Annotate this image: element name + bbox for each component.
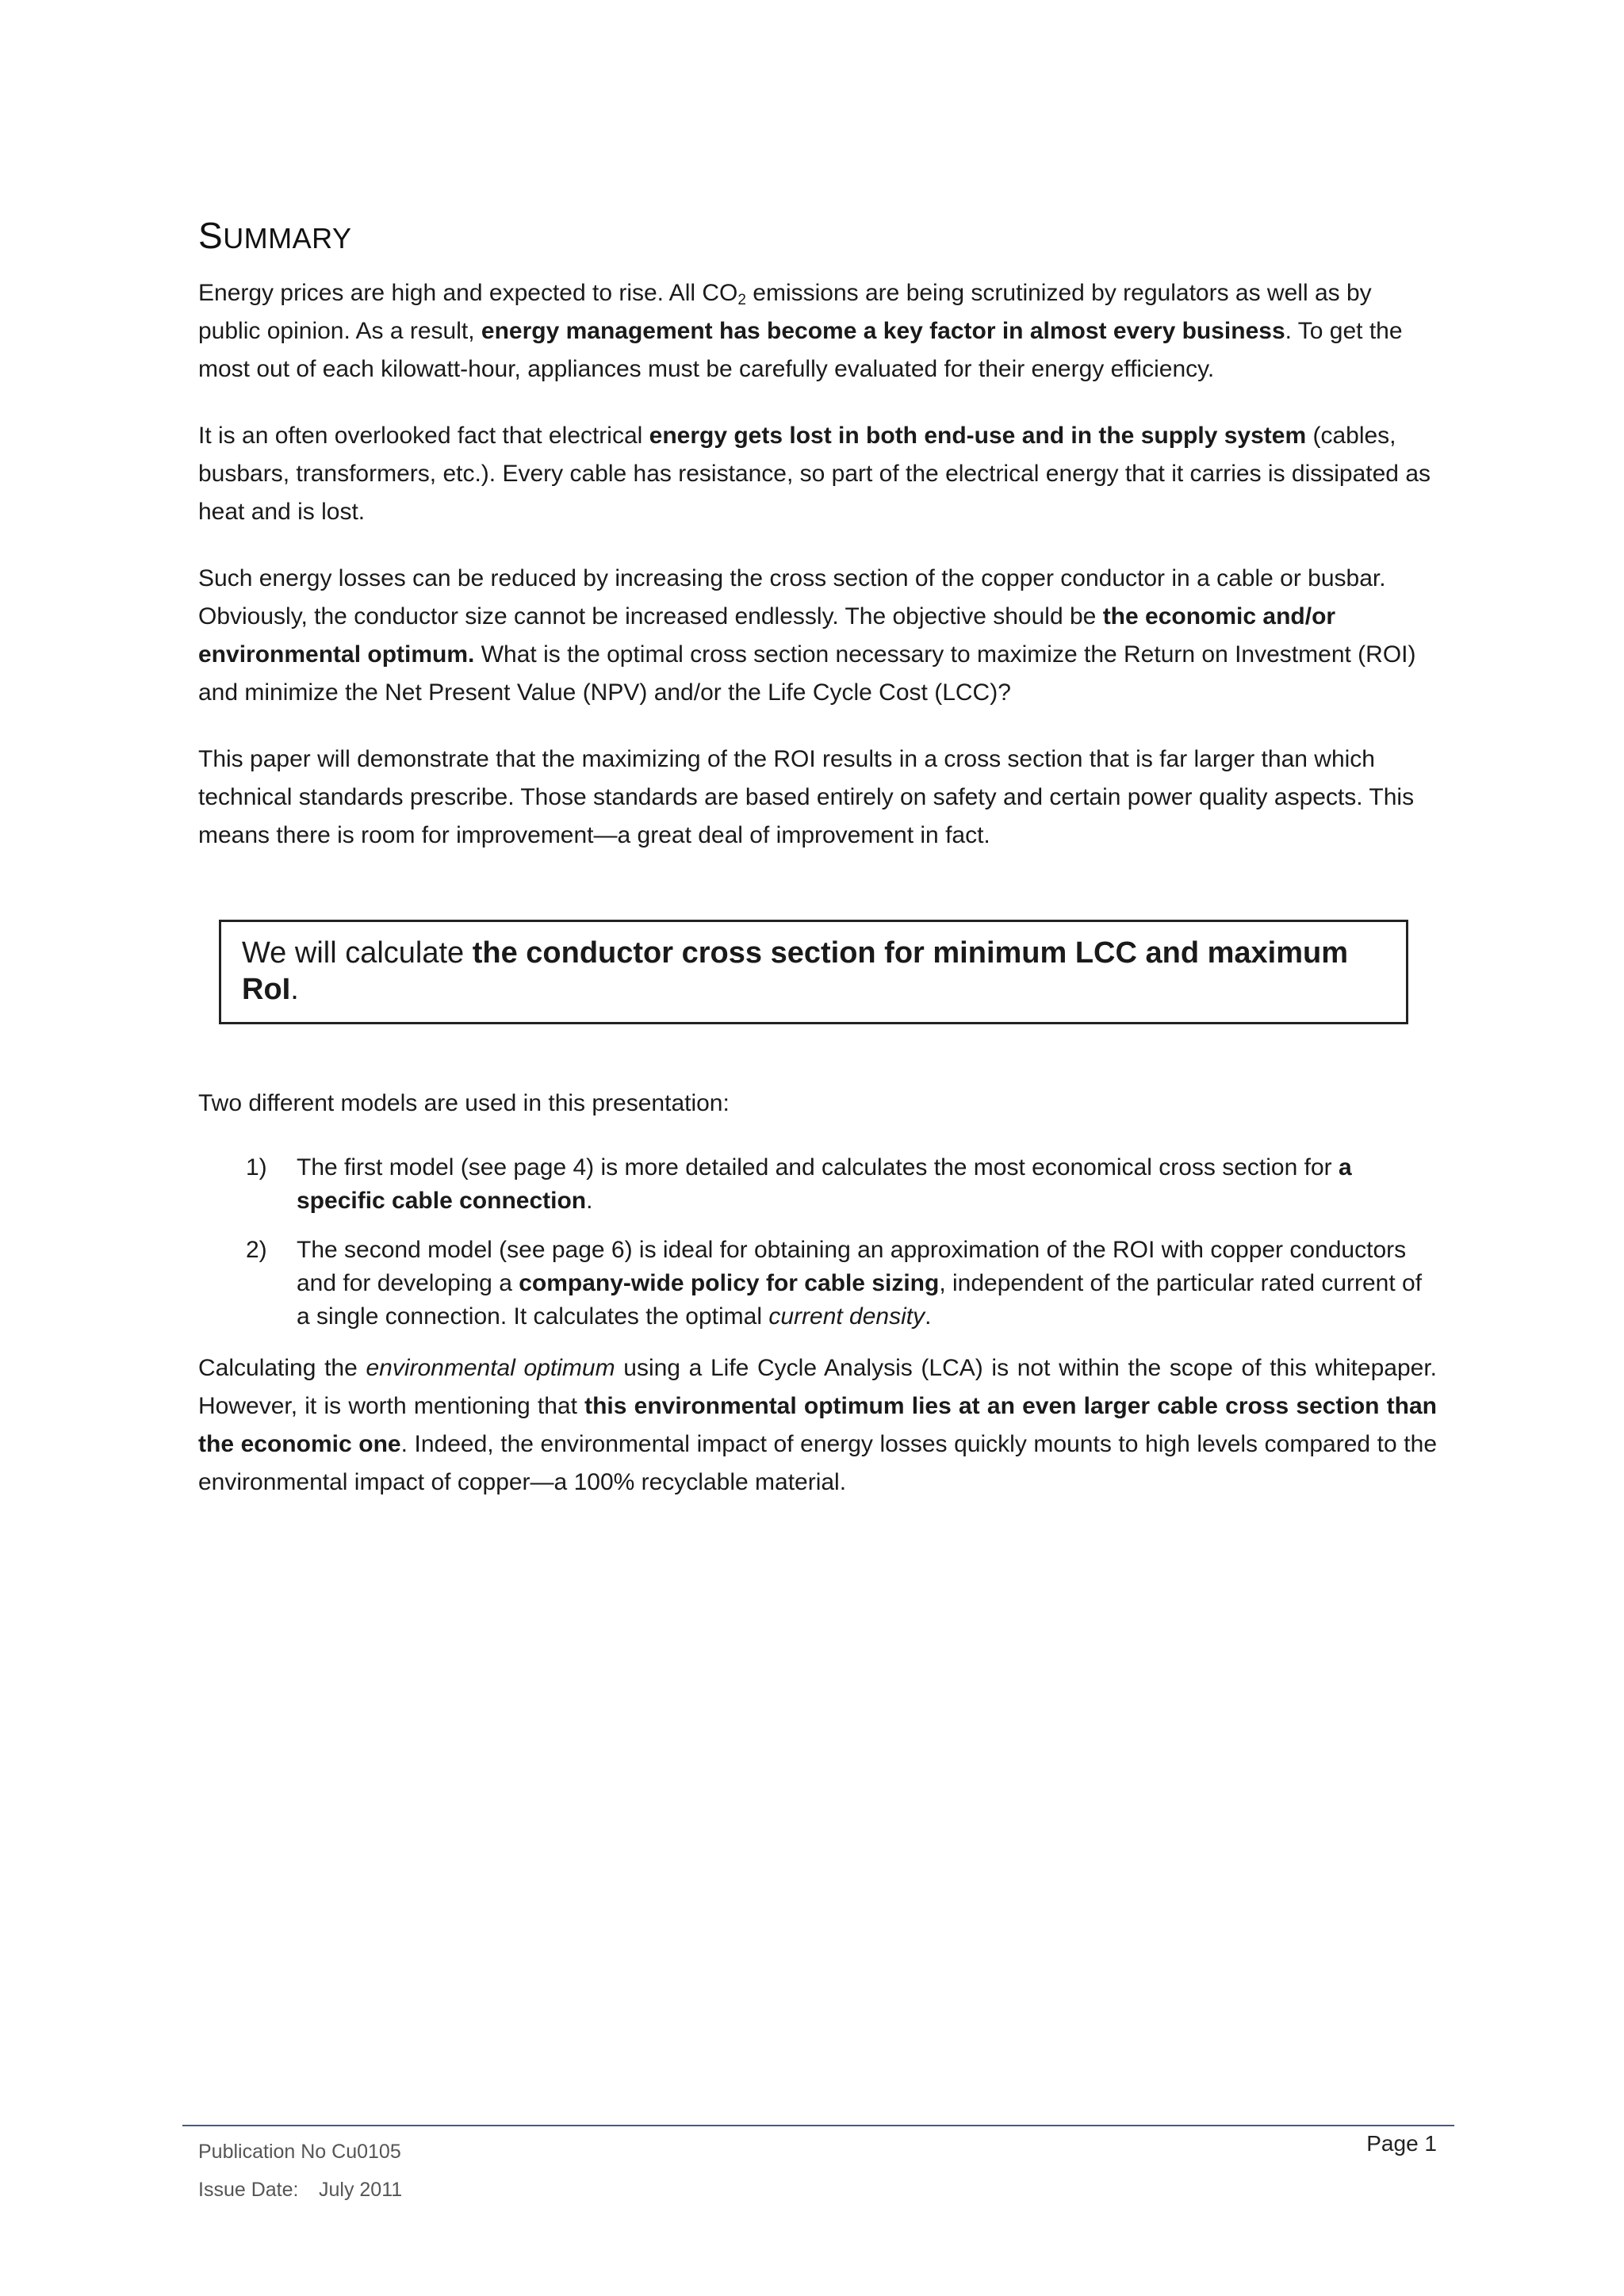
issue-date-row: Issue Date: July 2011: [198, 2179, 403, 2201]
page-number: Page 1: [1366, 2131, 1437, 2156]
callout-box: We will calculate the conductor cross section for minimum LCC and maximum RoI.: [219, 920, 1408, 1024]
publication-number: Publication No Cu0105: [198, 2141, 401, 2163]
heading-rest: UMMARY: [223, 222, 352, 254]
co2-subscript: 2: [737, 292, 746, 308]
list-item-model-2: 2) The second model (see page 6) is ideal for obtaining an approximation of the ROI with copper conductors and for developing a company-wide policy for cable sizing, independent of the particular rated current of a single connection. It calculates the optimal current density.: [246, 1237, 1423, 1330]
paragraph-1: Energy prices are high and expected to rise. All $CO_2$ emissions are being scrutinized by regulators as well as by public opinion. As a result, energy management has become a key factor in almost every business. To get the most out of each kilowatt-hour, appliances must be carefully evaluated for their energy efficiency.: [198, 280, 1403, 382]
models-intro: Two different models are used in this presentation:: [198, 1090, 730, 1116]
list-item-model-1: 1) The first model (see page 4) is more detailed and calculates the most economical cross section for a specific cable connection.: [246, 1154, 1352, 1214]
heading-initial: S: [198, 215, 224, 256]
paragraph-2: It is an often overlooked fact that electrical energy gets lost in both end-use and in the supply system (cables, busbars, transformers, etc.). Every cable has resistance, so part of the electrical energy that it carries is dissipated as heat and is lost.: [198, 423, 1431, 525]
document-body: [198, 214, 1437, 1530]
models-list: [198, 1151, 1437, 1334]
paragraph-4: This paper will demonstrate that the maximizing of the ROI results in a cross section that is far larger than which technical standards prescribe. Those standards are based entirely on safety and certain power quality aspects. This means there is room for improvement—a great deal of improvement in fact.: [198, 746, 1415, 848]
paragraph-3: Such energy losses can be reduced by increasing the cross section of the copper conductor in a cable or busbar. Obviously, the conductor size cannot be increased endlessly. The objective should be the economic and/or environmental optimum. What is the optimal cross section necessary to maximize the Return on Investment (ROI) and minimize the Net Present Value (NPV) and/or the Life Cycle Cost (LCC)?: [198, 565, 1416, 706]
section-heading-summary: [198, 214, 1437, 257]
issue-date: July 2011: [319, 2179, 403, 2201]
footer-divider: [182, 2125, 1454, 2126]
closing-paragraph: Calculating the environmental optimum using a Life Cycle Analysis (LCA) is not within the scope of this whitepaper. However, it is worth mentioning that this environmental optimum lies at an even larger cable cross section than the economic one. Indeed, the environmental impact of energy losses quickly mounts to high levels compared to the environmental impact of copper—a 100% recyclable material.: [198, 1355, 1438, 1495]
footer-publication-info: [198, 2133, 402, 2209]
